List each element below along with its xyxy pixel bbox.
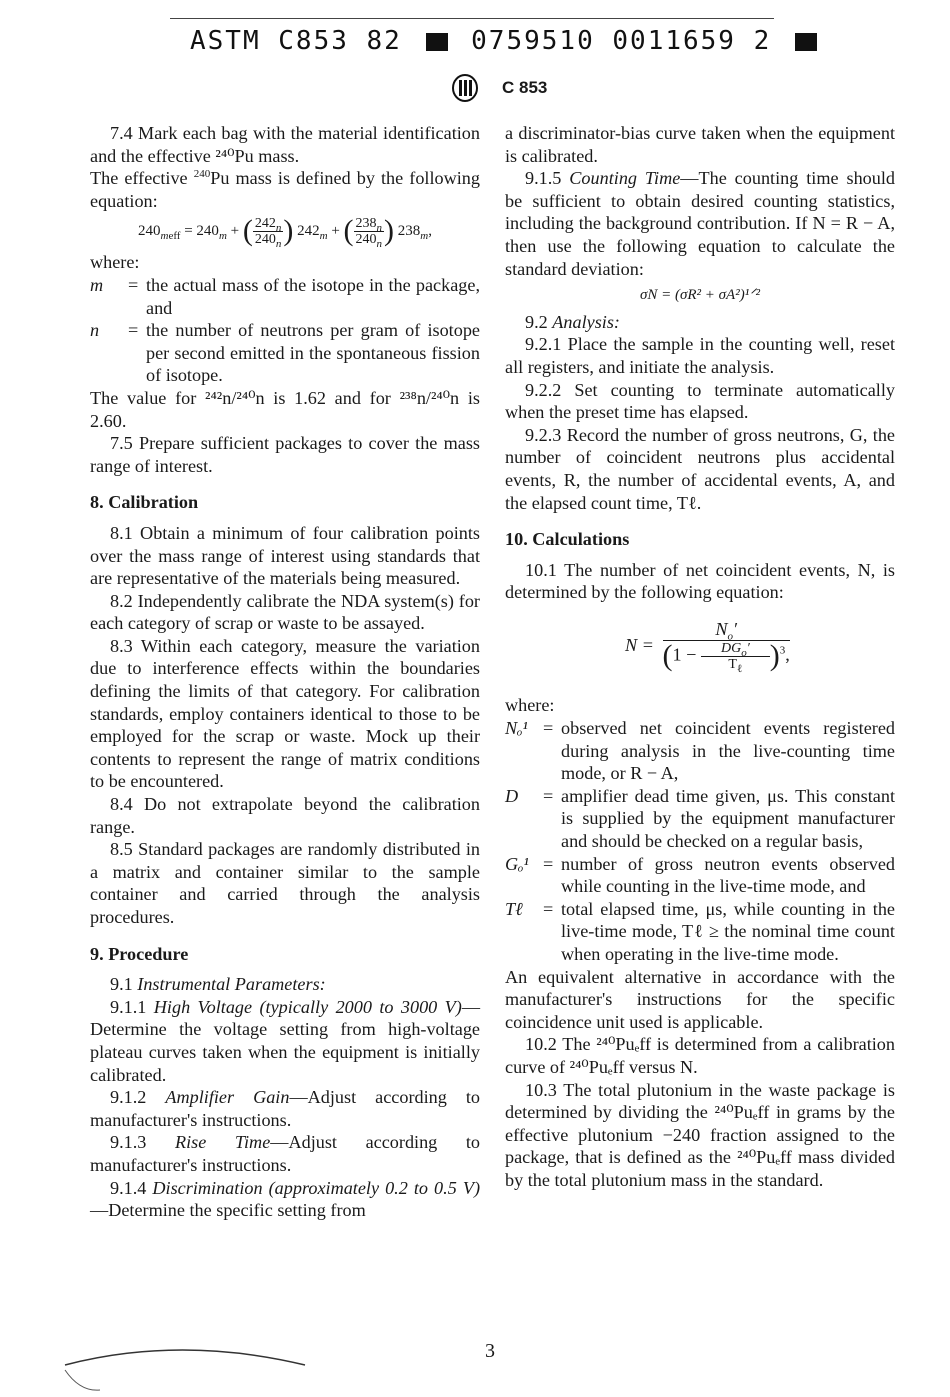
para-9-1: 9.1 Instrumental Parameters: <box>110 974 326 995</box>
para-continuation: a discriminator-bias curve taken when the equipment is calibrated. <box>505 123 895 166</box>
where-label: where: <box>90 252 140 273</box>
scan-line-a: ASTM C853 82 <box>190 26 402 56</box>
header-rule <box>170 18 774 19</box>
standard-number: C 853 <box>502 78 548 97</box>
para-7-4: 7.4 Mark each bag with the material identification and the effective ²⁴⁰Pu mass. <box>90 123 480 166</box>
right-column <box>505 122 895 1192</box>
definition-m: m = the actual mass of the isotope in the package, and <box>90 274 480 318</box>
sigma-equation: σN = (σR² + σA²)¹ᐟ² <box>639 287 761 304</box>
heading-10: 10. Calculations <box>505 529 630 550</box>
definition-D: D = amplifier dead time given, μs. This constant is supplied by the equipment manufacturer and should be checked on a regular basis, <box>505 785 895 852</box>
para-9-2: 9.2 Analysis: <box>525 311 620 332</box>
para-7-5: 7.5 Prepare sufficient packages to cover the mass range of interest. <box>90 433 480 476</box>
definition-Go: Gₒ¹ = number of gross neutron events observed while counting in the live-time mode, and <box>505 853 895 897</box>
where-label-2: where: <box>505 695 555 716</box>
para-10-2: 10.2 The ²⁴⁰Puₑff is determined from a calibration curve of ²⁴⁰Puₑff versus N. <box>505 1034 895 1077</box>
scan-header <box>190 26 790 56</box>
corner-scribble <box>60 1340 320 1395</box>
para-9-1-5: 9.1.5 Counting Time—The counting time should be sufficient to obtain desired counting statistics, including the background contribution. If N = R − A, then use the following equation to calculate the standard deviation: <box>505 168 895 279</box>
para-8-5: 8.5 Standard packages are randomly distributed in a matrix and container similar to the sample container and carried through the analysis procedures. <box>90 839 480 927</box>
para-9-1-4: 9.1.4 Discrimination (approximately 0.2 to 0.5 V)—Determine the specific setting from <box>90 1177 481 1221</box>
definition-No: Nₒ¹ = observed net coincident events registered during analysis in the live-counting time mode, or R − A, <box>505 718 895 784</box>
ratio-values: The value for ²⁴²n/²⁴⁰n is 1.62 and for ²³⁸n/²⁴⁰n is 2.60. <box>90 387 480 431</box>
black-block <box>795 33 817 51</box>
para-8-1: 8.1 Obtain a minimum of four calibration points over the mass range of interest using standards that are representative of the materials being measured. <box>90 522 480 589</box>
para-equivalent: An equivalent alternative in accordance with the manufacturer's instructions for the specific coincidence unit used is applicable. <box>505 966 895 1032</box>
para-8-3: 8.3 Within each category, measure the variation due to interference effects within the boundaries defining the limits of that category. For calibration standards, employ containers identical to those to be employed for the scrap or waste. Mock up their contents to represent the range of matrix conditions to be encountered. <box>90 635 480 792</box>
effective-mass-equation: $240_{meff} = 240_m$ + ( $\frac{242_n}{240_n}$ ) $242_m$ + ( $\frac{238_n}{240_n}$ ) $238_m$, <box>138 214 432 251</box>
definition-T: Tℓ = total elapsed time, μs, while counting in the live-time mode, Tℓ ≥ the nominal time count when operating in the live-time mode. <box>505 898 895 964</box>
para-9-1-3: 9.1.3 Rise Time—Adjust according to manufacturer's instructions. <box>90 1132 481 1175</box>
scan-line-b: 0759510 0011659 2 <box>471 26 772 56</box>
para-9-2-1: 9.2.1 Place the sample in the counting well, reset all registers, and initiate the analysis. <box>505 334 895 377</box>
para-9-1-1: 9.1.1 High Voltage (typically 2000 to 3000 V)—Determine the voltage setting from high-voltage plateau curves taken when the equipment is initially calibrated. <box>90 996 481 1085</box>
para-9-1-2: 9.1.2 Amplifier Gain—Adjust according to manufacturer's instructions. <box>90 1087 480 1130</box>
para-8-2: 8.2 Independently calibrate the NDA system(s) for each category of scrap or waste to be assayed. <box>90 590 480 634</box>
para-9-2-3: 9.2.3 Record the number of gross neutrons, G, the number of coincident neutrons plus accidental events, R, the number of accidental events, A, and the elapsed count time, Tℓ. <box>505 424 895 513</box>
astm-logo-icon <box>452 74 478 102</box>
left-column <box>90 122 480 1222</box>
para-9-2-2: 9.2.2 Set counting to terminate automatically when the preset time has elapsed. <box>505 379 895 423</box>
definition-n: n = the number of neutrons per gram of isotope per second emitted in the spontaneous fission of isotope. <box>90 320 480 386</box>
para-10-1: 10.1 The number of net coincident events, N, is determined by the following equation: <box>505 559 895 603</box>
heading-8: 8. Calibration <box>90 492 199 513</box>
para-10-3: 10.3 The total plutonium in the waste package is determined by dividing the ²⁴⁰Puₑff in grams by the effective plutonium −240 fraction assigned to the package, that is defined as the ²⁴⁰Puₑff mass divided by the total plutonium mass in the standard. <box>505 1079 895 1190</box>
heading-9: 9. Procedure <box>90 943 189 964</box>
black-block <box>426 33 448 51</box>
para-8-4: 8.4 Do not extrapolate beyond the calibration range. <box>90 794 480 837</box>
net-coincident-equation: N = $N_o'$ (1 − $\frac{DG_o'}{T_\ell}$ )$^3$, <box>625 618 790 676</box>
para-effective-mass: The effective $^{240}$Pu mass is defined by the following equation: <box>90 168 480 211</box>
page-number: 3 <box>485 1340 495 1362</box>
